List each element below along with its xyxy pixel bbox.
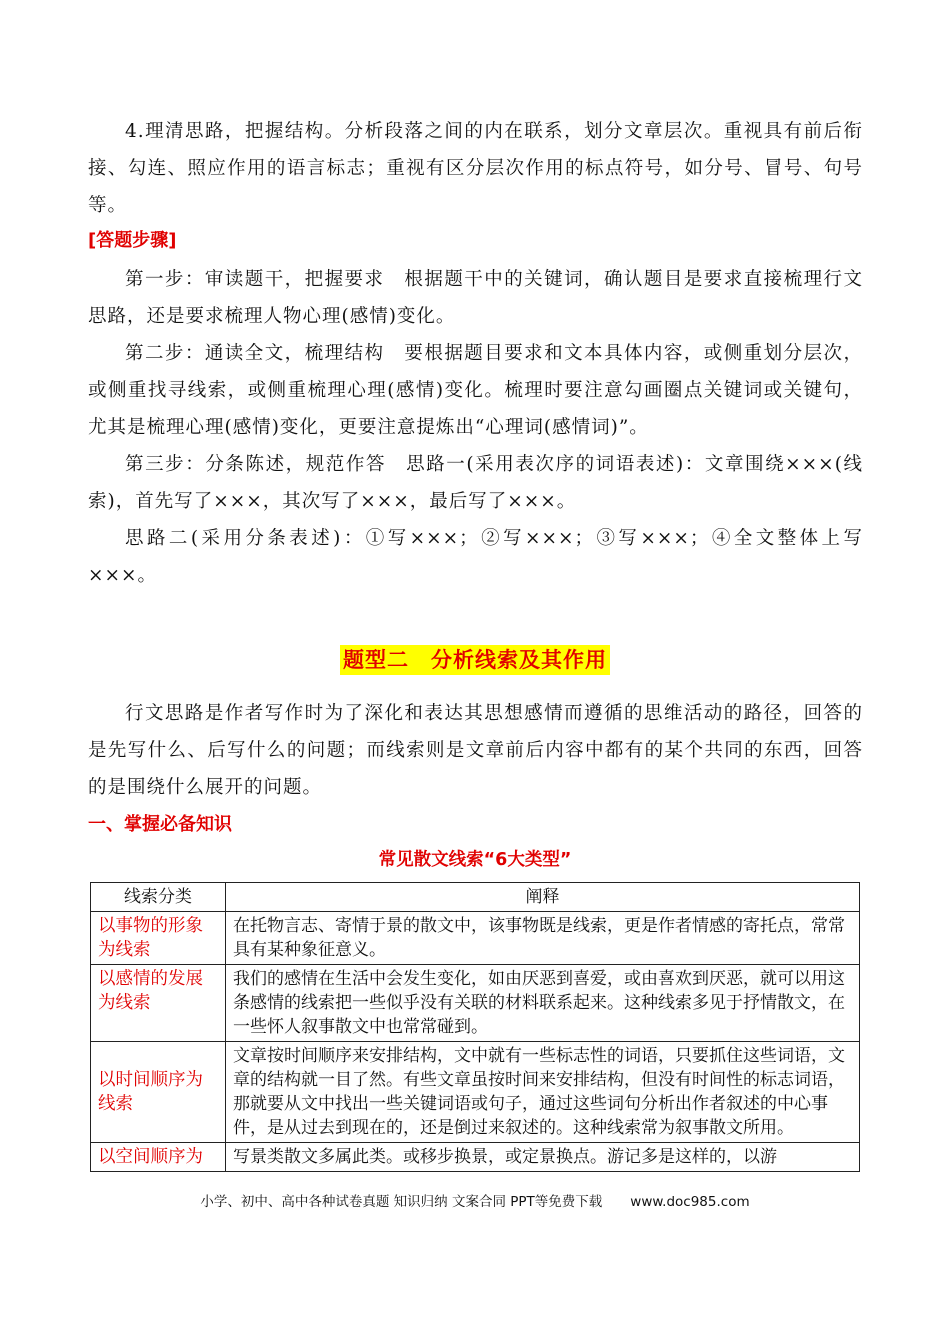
header-explanation: 阐释 (226, 883, 860, 912)
row-explanation: 我们的感情在生活中会发生变化，如由厌恶到喜爱，或由喜欢到厌恶，就可以用这条感情的线索把一些似乎没有关联的材料联系起来。这种线索多见于抒情散文，在一些怀人叙事散文中也常常碰到。 (226, 965, 860, 1042)
row-category: 以空间顺序为 (91, 1143, 226, 1172)
table-row (91, 912, 860, 965)
row-explanation: 在托物言志、寄情于景的散文中，该事物既是线索，更是作者情感的寄托点，常常具有某种象征意义。 (226, 912, 860, 965)
row-category: 以感情的发展为线索 (91, 965, 226, 1042)
footer-text: 小学、初中、高中各种试卷真题 知识归纳 文案合同 PPT等免费下载 (200, 1194, 603, 1210)
row-explanation: 写景类散文多属此类。或移步换景，或定景换点。游记多是这样的，以游 (226, 1143, 860, 1172)
table-row (91, 1042, 860, 1143)
section-title-text: 题型二 分析线索及其作用 (340, 645, 610, 675)
row-explanation: 文章按时间顺序来安排结构，文中就有一些标志性的词语，只要抓住这些词语，文章的结构就一目了然。有些文章虽按时间来安排结构，但没有时间性的标志词语，那就要从文中找出一些关键词语或句子，通过这些词句分析出作者叙述的中心事件，是从过去到现在的，还是倒过来叙述的。这种线索常为叙事散文所用。 (226, 1042, 860, 1143)
step-one: 第一步：审读题干，把握要求 根据题干中的关键词，确认题目是要求直接梳理行文思路，还是要求梳理人物心理(感情)变化。 (88, 269, 863, 327)
approach-two: 思路二(采用分条表述)：①写×××；②写×××；③写×××；④全文整体上写×××。 (88, 528, 863, 586)
row-category: 以时间顺序为线索 (91, 1042, 226, 1143)
section-title (0, 644, 950, 674)
steps-label: [答题步骤] (88, 230, 177, 251)
footer-url[interactable]: www.doc985.com (630, 1194, 750, 1210)
header-category: 线索分类 (91, 883, 226, 912)
step-three: 第三步：分条陈述，规范作答 思路一(采用表次序的词语表述)：文章围绕×××(线索)，首先写了×××，其次写了×××，最后写了×××。 (88, 454, 863, 512)
table-row (91, 1143, 860, 1172)
step-two: 第二步：通读全文，梳理结构 要根据题目要求和文本具体内容，或侧重划分层次，或侧重找寻线索，或侧重梳理心理(感情)变化。梳理时要注意勾画圈点关键词或关键句，尤其是梳理心理(感情)变化，更要注意提炼出“心理词(感情词)”。 (88, 343, 863, 438)
subheading: 一、掌握必备知识 (88, 814, 232, 835)
table-row (91, 965, 860, 1042)
row-category: 以事物的形象为线索 (91, 912, 226, 965)
paragraph-structure-tip: 4.理清思路，把握结构。分析段落之间的内在联系，划分文章层次。重视具有前后衔接、勾连、照应作用的语言标志；重视有区分层次作用的标点符号，如分号、冒号、句号等。 (88, 121, 863, 216)
table-header-row (91, 883, 860, 912)
table-caption: 常见散文线索“6大类型” (378, 850, 572, 870)
intro-paragraph: 行文思路是作者写作时为了深化和表达其思想感情而遵循的思维活动的路径，回答的是先写什么、后写什么的问题；而线索则是文章前后内容中都有的某个共同的东西，回答的是围绕什么展开的问题。 (88, 703, 863, 798)
page-footer (0, 1190, 950, 1210)
clue-types-table (90, 882, 860, 1172)
